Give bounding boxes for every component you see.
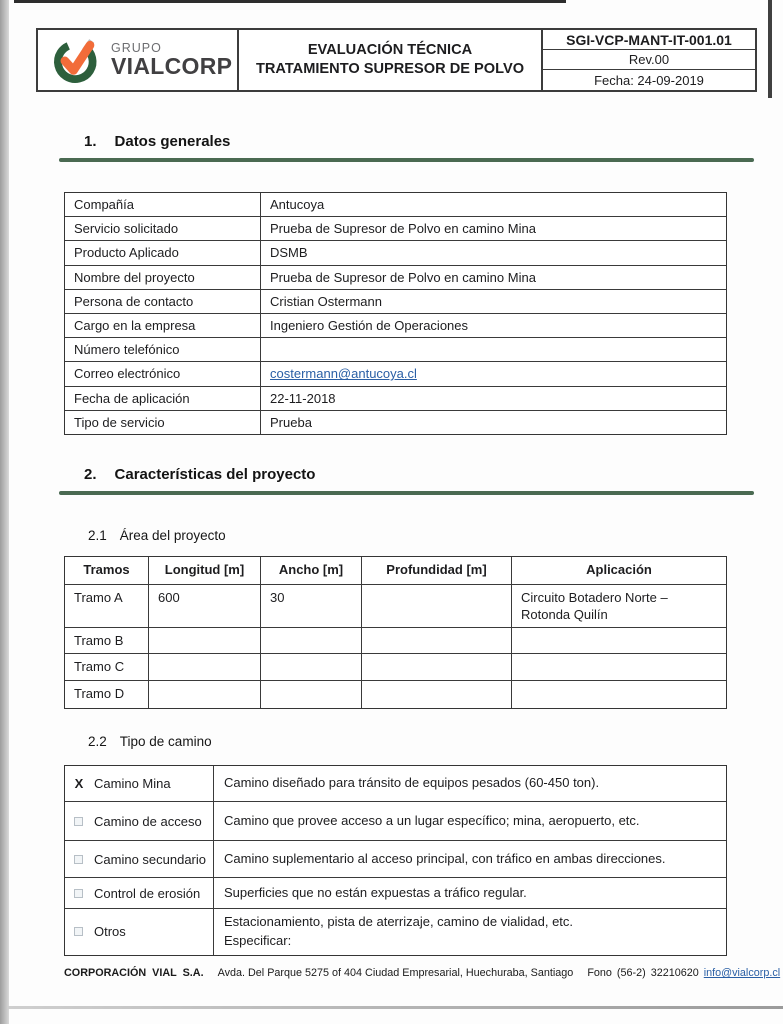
table-row bbox=[65, 681, 726, 708]
option-description bbox=[214, 909, 726, 955]
cell-value: 30 bbox=[261, 585, 362, 627]
field-label: Fecha de aplicación bbox=[65, 387, 261, 410]
cell-value bbox=[149, 628, 261, 653]
section1-heading bbox=[84, 133, 230, 150]
description-line: Camino que provee acceso a un lugar específico; mina, aeropuerto, etc. bbox=[224, 812, 640, 828]
field-label: Número telefónico bbox=[65, 338, 261, 361]
document-meta bbox=[543, 30, 755, 90]
option-label: Camino Mina bbox=[94, 776, 171, 791]
option-cell bbox=[65, 802, 214, 840]
datos-generales-table bbox=[64, 192, 727, 435]
email-link[interactable]: costermann@antucoya.cl bbox=[270, 366, 417, 382]
subsection-area-title: Área del proyecto bbox=[119, 528, 226, 543]
company-logo bbox=[38, 30, 237, 90]
table-row bbox=[65, 766, 726, 802]
column-header: Ancho [m] bbox=[261, 557, 362, 584]
document-header bbox=[36, 28, 757, 92]
scan-edge-right bbox=[768, 0, 772, 98]
section2-number: 2. bbox=[84, 466, 97, 483]
footer-phone: Fono (56-2) 32210620 bbox=[587, 967, 699, 979]
option-cell bbox=[65, 841, 214, 877]
field-label: Producto Aplicado bbox=[65, 241, 261, 264]
row-label: Tramo C bbox=[65, 654, 149, 680]
field-label: Servicio solicitado bbox=[65, 217, 261, 240]
document-revision: Rev.00 bbox=[543, 50, 755, 70]
option-description bbox=[214, 841, 726, 877]
column-header: Profundidad [m] bbox=[362, 557, 512, 584]
cell-value bbox=[362, 681, 512, 708]
option-description bbox=[214, 878, 726, 908]
field-label: Correo electrónico bbox=[65, 362, 261, 385]
section2-divider bbox=[59, 491, 754, 495]
table-row bbox=[65, 193, 726, 217]
subsection-area-heading bbox=[88, 528, 226, 543]
table-row bbox=[65, 411, 726, 434]
table-row bbox=[65, 802, 726, 841]
field-label: Tipo de servicio bbox=[65, 411, 261, 434]
footer-company-name: CORPORACIÓN VIAL S.A. bbox=[64, 967, 204, 979]
column-header: Tramos bbox=[65, 557, 149, 584]
table-row bbox=[65, 387, 726, 411]
option-label: Otros bbox=[94, 924, 126, 940]
field-label: Compañía bbox=[65, 193, 261, 216]
description-line: Superficies que no están expuestas a tráfico regular. bbox=[224, 884, 527, 900]
description-line: Especificar: bbox=[224, 932, 292, 948]
checkbox-marked-x-icon: X bbox=[74, 776, 84, 791]
table-row bbox=[65, 314, 726, 338]
table-header-row bbox=[65, 557, 726, 585]
table-row bbox=[65, 878, 726, 909]
field-value: Prueba de Supresor de Polvo en camino Mina bbox=[270, 221, 536, 237]
document-date: Fecha: 24-09-2019 bbox=[594, 72, 704, 88]
cell-value bbox=[261, 681, 362, 708]
field-value: Ingeniero Gestión de Operaciones bbox=[270, 318, 469, 334]
section2-heading bbox=[84, 466, 315, 483]
footer-email-link[interactable]: info@vialcorp.cl bbox=[703, 967, 781, 979]
field-value: DSMB bbox=[270, 245, 308, 261]
cell-value bbox=[512, 654, 726, 680]
table-row bbox=[65, 841, 726, 878]
description-line: Camino suplementario al acceso principal, con tráfico en ambas direcciones. bbox=[224, 850, 666, 866]
section1-title: Datos generales bbox=[114, 133, 231, 150]
field-value: Prueba bbox=[270, 414, 312, 430]
checkbox-empty-icon bbox=[74, 889, 83, 898]
column-header: Aplicación bbox=[586, 562, 652, 578]
row-label: Tramo A bbox=[65, 585, 149, 627]
description-line: Estacionamiento, pista de aterrizaje, camino de vialidad, etc. bbox=[224, 914, 574, 929]
cell-value: Circuito Botadero Norte – Rotonda Quilín bbox=[521, 590, 668, 622]
option-label: Control de erosión bbox=[94, 885, 201, 901]
document-title-line2: TRATAMIENTO SUPRESOR DE POLVO bbox=[255, 61, 525, 77]
section2-title: Características del proyecto bbox=[114, 466, 316, 483]
scan-edge-top bbox=[14, 0, 566, 3]
cell-value bbox=[362, 628, 512, 653]
cell-value bbox=[362, 654, 512, 680]
cell-value bbox=[149, 681, 261, 708]
subsection-camino-number: 2.2 bbox=[88, 734, 107, 749]
field-value: 22-11-2018 bbox=[270, 390, 336, 406]
field-label: Cargo en la empresa bbox=[65, 314, 261, 337]
row-label: Tramo B bbox=[65, 628, 149, 653]
column-header: Longitud [m] bbox=[149, 557, 261, 584]
scan-edge-bottom bbox=[8, 1006, 783, 1009]
tipo-camino-table bbox=[64, 765, 727, 956]
section1-divider bbox=[59, 158, 754, 162]
checkbox-empty-icon bbox=[74, 855, 83, 864]
logo-wordmark bbox=[111, 42, 232, 79]
subsection-camino-title: Tipo de camino bbox=[119, 734, 212, 749]
scan-edge-left bbox=[0, 0, 9, 1024]
table-row bbox=[65, 290, 726, 314]
option-description bbox=[214, 766, 726, 801]
cell-value bbox=[362, 585, 512, 627]
logo-line-grupo: GRUPO bbox=[111, 40, 162, 55]
cell-value bbox=[512, 628, 726, 653]
table-row bbox=[65, 654, 726, 681]
option-label: Camino secundario bbox=[94, 851, 207, 867]
area-proyecto-table bbox=[64, 556, 727, 709]
field-value: Prueba de Supresor de Polvo en camino Mina bbox=[270, 269, 536, 285]
table-row bbox=[65, 909, 726, 955]
checkbox-empty-icon bbox=[74, 927, 83, 936]
cell-value bbox=[261, 628, 362, 653]
cell-value bbox=[512, 681, 726, 708]
table-row bbox=[65, 585, 726, 628]
document-title bbox=[237, 30, 543, 90]
vialcorp-check-icon bbox=[51, 34, 103, 86]
table-row bbox=[65, 217, 726, 241]
document-code: SGI-VCP-MANT-IT-001.01 bbox=[543, 30, 755, 50]
checkbox-empty-icon bbox=[74, 817, 83, 826]
subsection-camino-heading bbox=[88, 734, 212, 749]
table-row bbox=[65, 338, 726, 362]
document-title-line1: EVALUACIÓN TÉCNICA bbox=[307, 41, 473, 58]
option-label: Camino de acceso bbox=[94, 813, 202, 829]
table-row bbox=[65, 628, 726, 654]
footer-address: Avda. Del Parque 5275 of 404 Ciudad Empresarial, Huechuraba, Santiago bbox=[217, 967, 574, 979]
option-description bbox=[214, 802, 726, 840]
description-line: Camino diseñado para tránsito de equipos pesados (60-450 ton). bbox=[224, 775, 600, 791]
field-label: Persona de contacto bbox=[65, 290, 261, 313]
cell-value bbox=[261, 654, 362, 680]
footer bbox=[64, 967, 781, 979]
logo-line-vialcorp: VIALCORP bbox=[111, 53, 233, 80]
table-row bbox=[65, 266, 726, 290]
table-row bbox=[65, 362, 726, 386]
option-cell bbox=[65, 909, 214, 955]
table-row bbox=[65, 241, 726, 265]
row-label: Tramo D bbox=[65, 681, 149, 708]
field-value: Antucoya bbox=[270, 197, 325, 213]
cell-value bbox=[149, 654, 261, 680]
field-value bbox=[261, 338, 726, 361]
option-cell bbox=[65, 766, 214, 801]
field-label: Nombre del proyecto bbox=[65, 266, 261, 289]
cell-value: 600 bbox=[149, 585, 261, 627]
field-value: Cristian Ostermann bbox=[270, 293, 382, 309]
option-cell bbox=[65, 878, 214, 908]
subsection-area-number: 2.1 bbox=[88, 528, 107, 543]
section1-number: 1. bbox=[84, 133, 97, 150]
